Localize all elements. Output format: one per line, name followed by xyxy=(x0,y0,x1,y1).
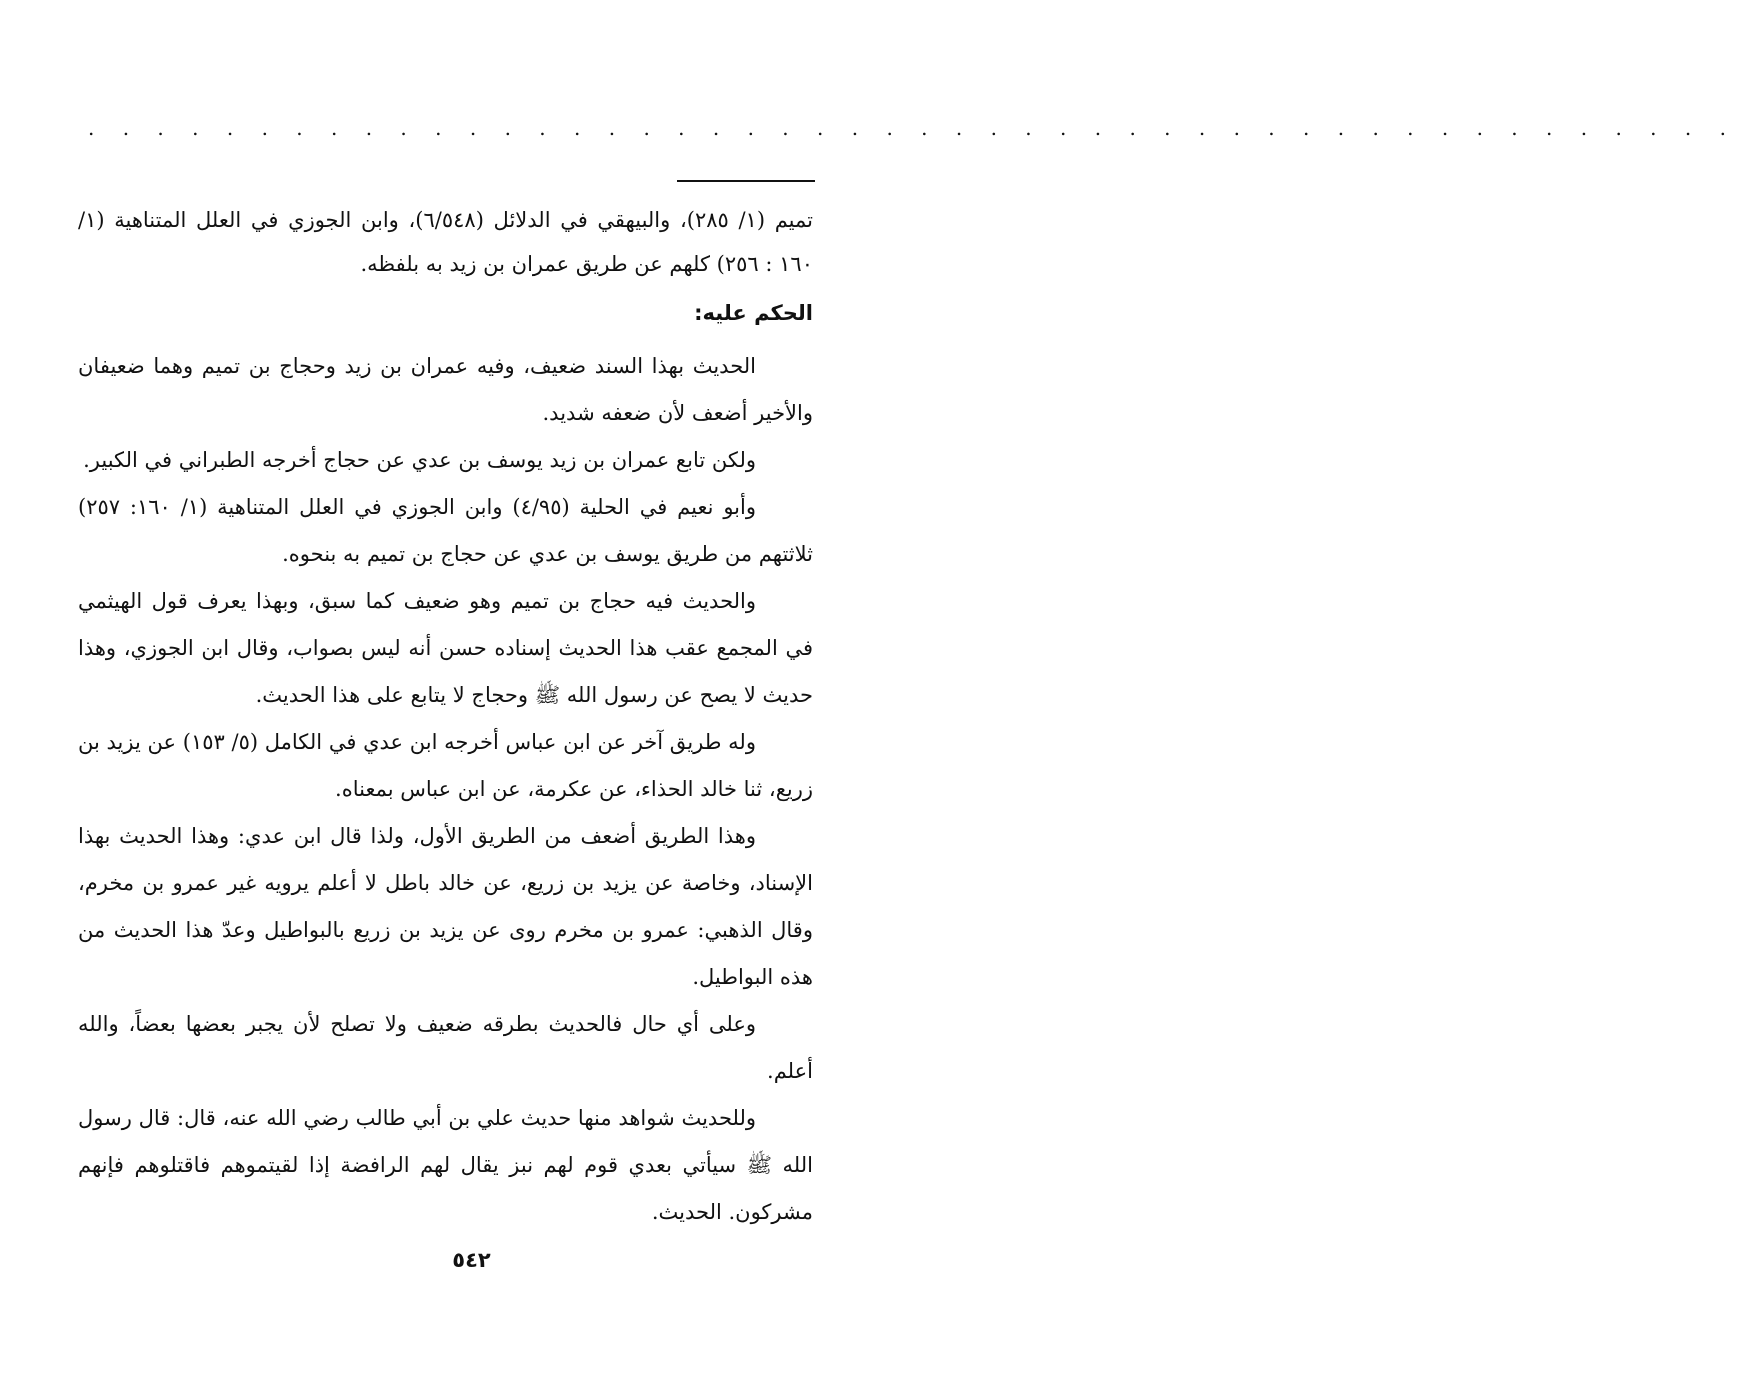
paragraph-8: وللحديث شواهد منها حديث علي بن أبي طالب رضي الله عنه، قال: قال رسول الله ﷺ سيأتي بعدي قوم لهم نبز يقال لهم الرافضة إذا لقيتموهم فاقتلوهم فإنهم مشركون. الحديث. xyxy=(78,1106,813,1224)
paragraph-1: الحديث بهذا السند ضعيف، وفيه عمران بن زيد وحجاج بن تميم وهما ضعيفان والأخير أضعف لأن ضعفه شديد. xyxy=(78,354,813,425)
paragraph-7: وعلى أي حال فالحديث بطرقه ضعيف ولا تصلح لأن يجبر بعضها بعضاً، والله أعلم. xyxy=(78,1012,813,1083)
section-heading: الحكم عليه: xyxy=(694,301,813,325)
paragraph-5: وله طريق آخر عن ابن عباس أخرجه ابن عدي في الكامل (٥/ ١٥٣) عن يزيد بن زريع، ثنا خالد الحذاء، عن عكرمة، عن ابن عباس بمعناه. xyxy=(78,730,813,801)
paragraph-3: وأبو نعيم في الحلية (٤/٩٥) وابن الجوزي في العلل المتناهية (١/ ١٦٠: ٢٥٧) ثلاثتهم من طريق يوسف بن عدي عن حجاج بن تميم به بنحوه. xyxy=(78,495,813,566)
paragraph-6: وهذا الطريق أضعف من الطريق الأول، ولذا قال ابن عدي: وهذا الحديث بهذا الإسناد، وخاصة عن يزيد بن زريع، عن خالد باطل لا أعلم يرويه غير عمرو بن مخرم، وقال الذهبي: عمرو بن مخرم روى عن يزيد بن زريع بالبواطيل وعدّ هذا الحديث من هذه البواطيل. xyxy=(78,824,813,989)
footnote-rule xyxy=(677,180,815,182)
page-body xyxy=(78,198,813,1236)
paragraph-2: ولكن تابع عمران بن زيد يوسف بن عدي عن حجاج أخرجه الطبراني في الكبير. xyxy=(83,448,756,472)
dotted-separator: . . . . . . . . . . . . . . . . . . . . . . . . . . . . . . . . . . . . . . . . . . . . . . . . xyxy=(88,116,1737,140)
page-number: ٥٤٢ xyxy=(452,1248,491,1272)
paragraph-4: والحديث فيه حجاج بن تميم وهو ضعيف كما سبق، وبهذا يعرف قول الهيثمي في المجمع عقب هذا الحديث إسناده حسن أنه ليس بصواب، وقال ابن الجوزي، وهذا حديث لا يصح عن رسول الله ﷺ وحجاج لا يتابع على هذا الحديث. xyxy=(78,589,813,707)
footnote-continuation: تميم (١/ ٢٨٥)، والبيهقي في الدلائل (٦/٥٤٨)، وابن الجوزي في العلل المتناهية (١/ ١٦٠ : ٢٥٦) كلهم عن طريق عمران بن زيد به بلفظه. xyxy=(78,208,813,276)
